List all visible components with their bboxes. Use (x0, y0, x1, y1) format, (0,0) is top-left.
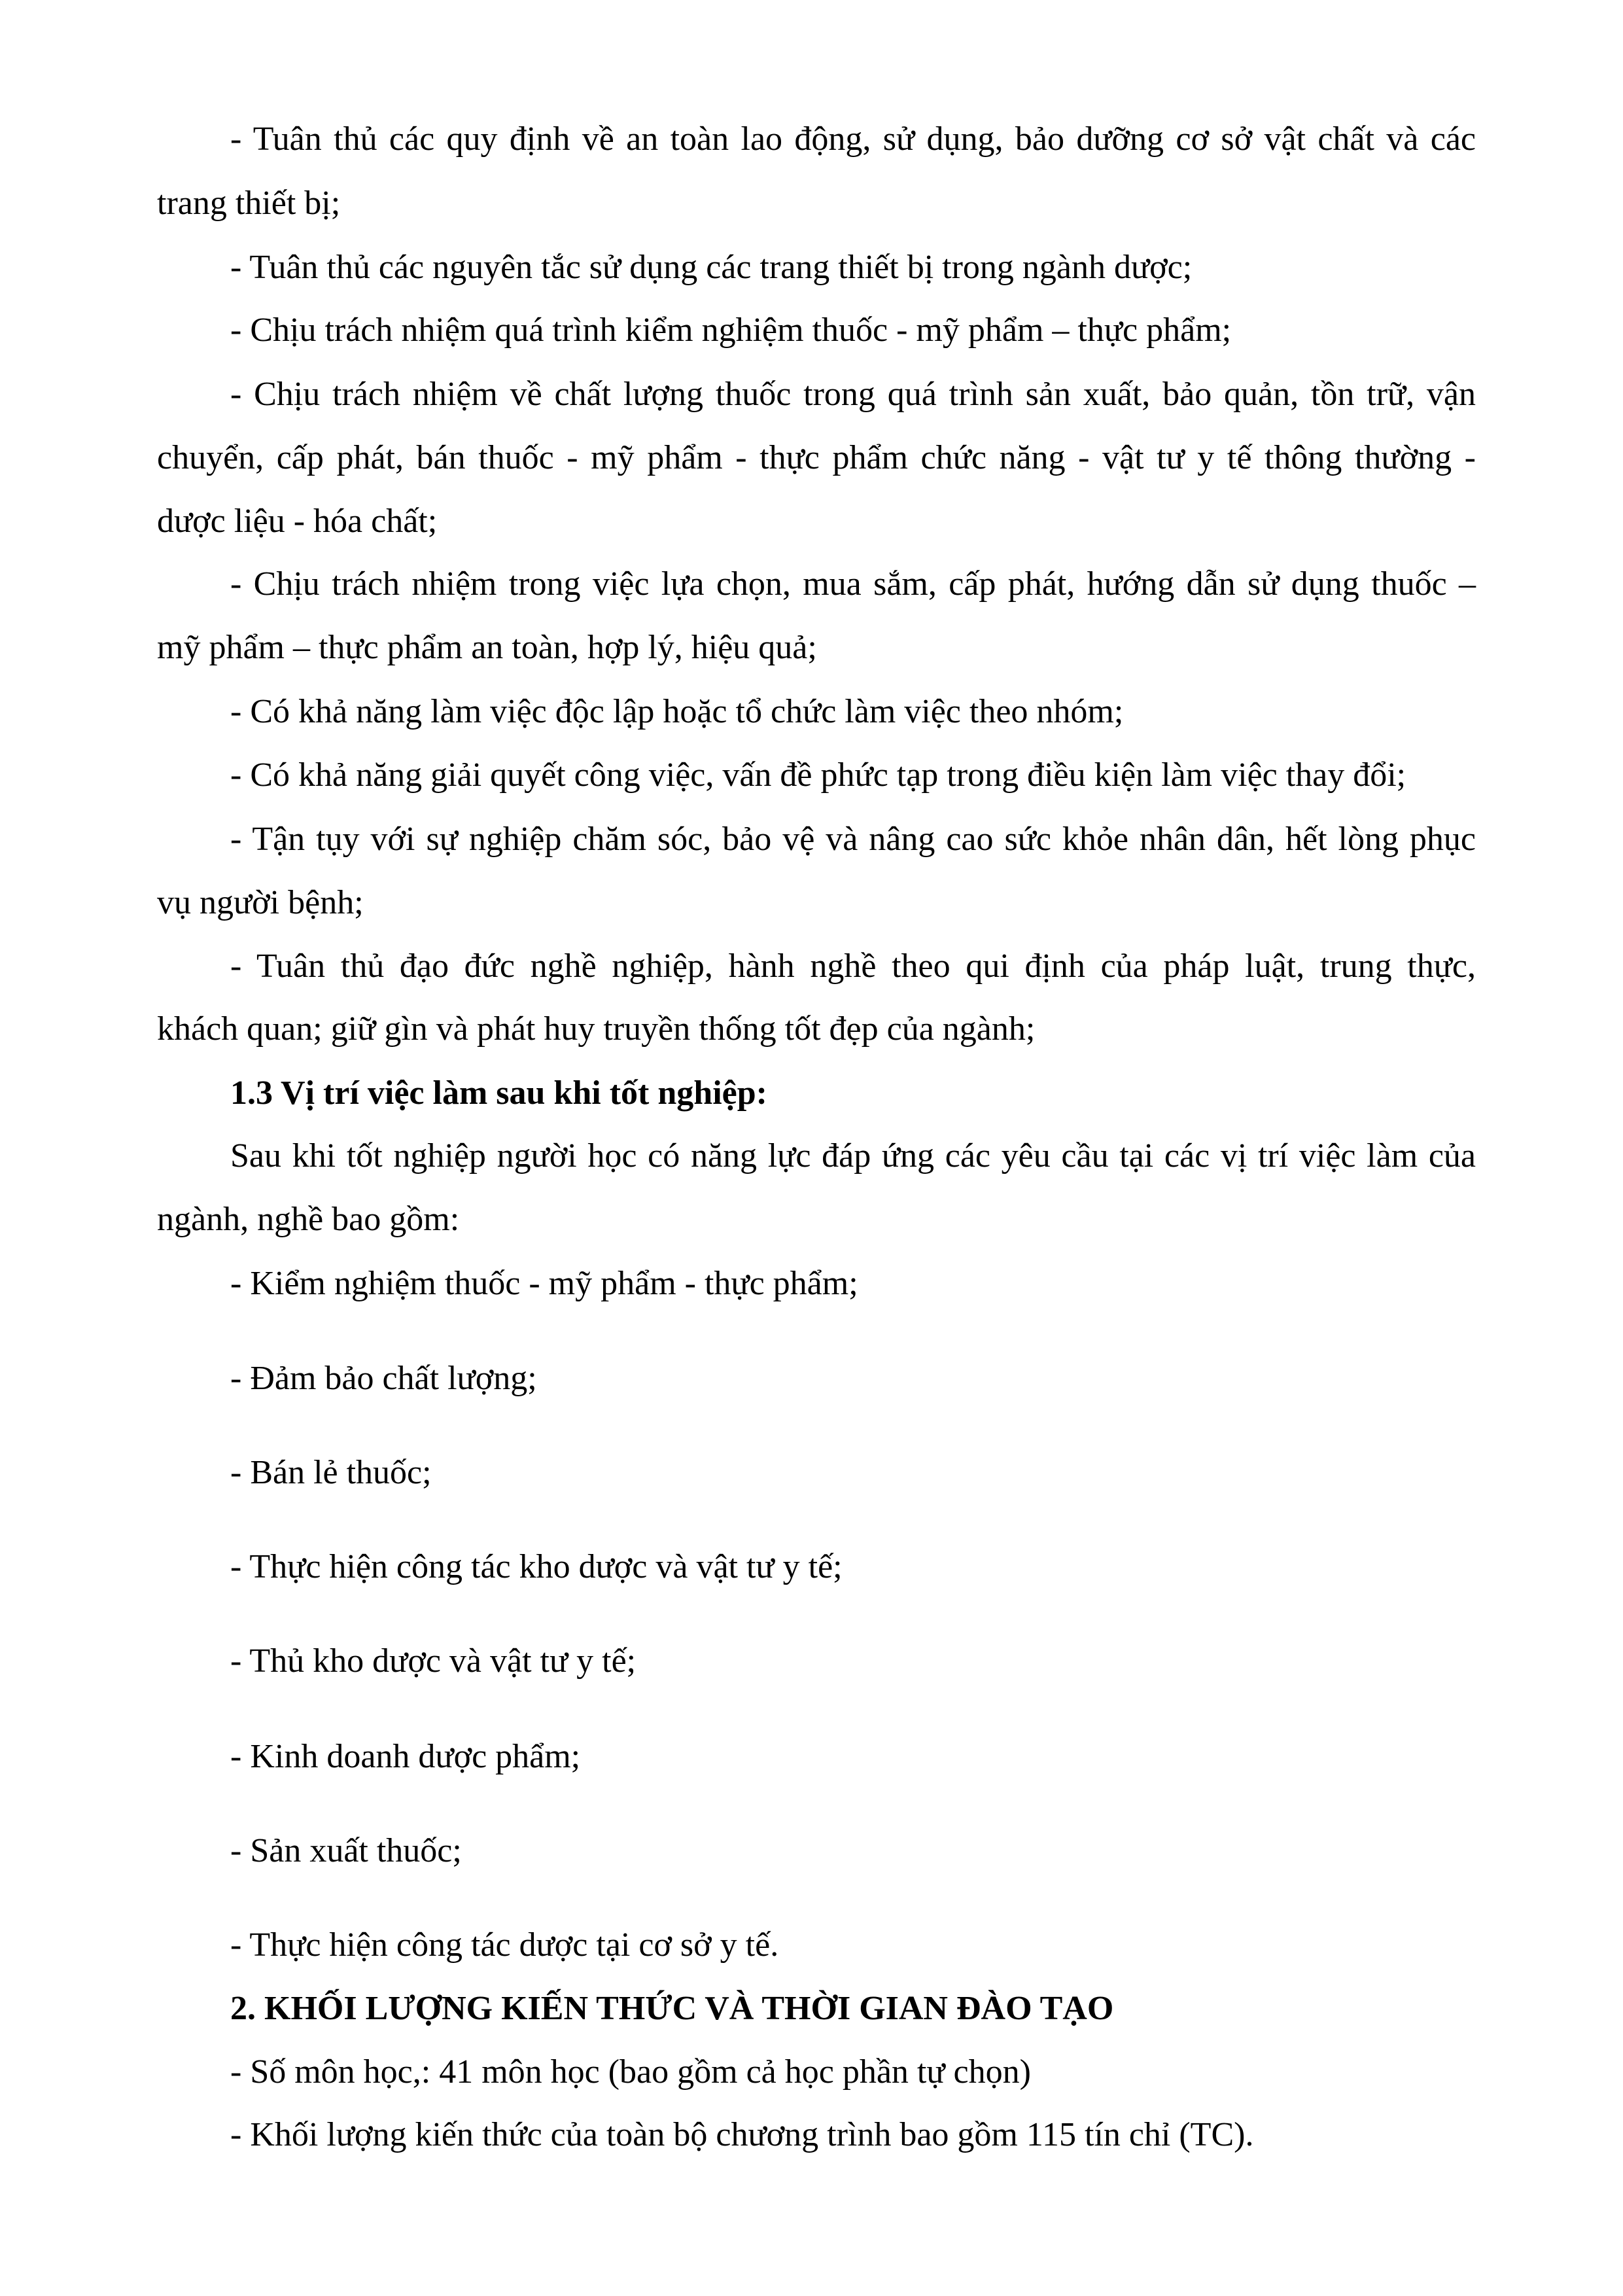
text-line: mỹ phẩm – thực phẩm an toàn, hợp lý, hiệu quả; (157, 629, 817, 666)
text-line: - Khối lượng kiến thức của toàn bộ chương trình bao gồm 115 tín chỉ (TC). (230, 2116, 1254, 2153)
text-line: ngành, nghề bao gồm: (157, 1201, 460, 1238)
list-item: - Bán lẻ thuốc; (230, 1454, 432, 1491)
text-line: khách quan; giữ gìn và phát huy truyền thống tốt đẹp của ngành; (157, 1010, 1036, 1048)
text-line: - Tuân thủ đạo đức nghề nghiệp, hành nghề theo qui định của pháp luật, trung thực, (230, 947, 1476, 985)
text-line: - Số môn học,: 41 môn học (bao gồm cả học phần tự chọn) (230, 2053, 1031, 2091)
list-item: - Thực hiện công tác kho dược và vật tư y tế; (230, 1548, 843, 1585)
text-line: dược liệu - hóa chất; (157, 503, 438, 540)
text-line: - Chịu trách nhiệm quá trình kiểm nghiệm thuốc - mỹ phẩm – thực phẩm; (230, 311, 1232, 349)
list-item: - Kinh doanh dược phẩm; (230, 1738, 581, 1775)
text-line: - Chịu trách nhiệm về chất lượng thuốc trong quá trình sản xuất, bảo quản, tồn trữ, vận (230, 376, 1476, 413)
text-line: - Có khả năng làm việc độc lập hoặc tổ chức làm việc theo nhóm; (230, 693, 1124, 730)
section-heading: 2. KHỐI LƯỢNG KIẾN THỨC VÀ THỜI GIAN ĐÀO TẠO (230, 1990, 1114, 2027)
list-item: - Kiểm nghiệm thuốc - mỹ phẩm - thực phẩm; (230, 1265, 858, 1302)
list-item: - Thủ kho dược và vật tư y tế; (230, 1642, 637, 1680)
text-line: - Tuân thủ các quy định về an toàn lao động, sử dụng, bảo dưỡng cơ sở vật chất và các (230, 120, 1476, 158)
text-line: Sau khi tốt nghiệp người học có năng lực đáp ứng các yêu cầu tại các vị trí việc làm của (230, 1137, 1476, 1174)
text-line: - Tận tụy với sự nghiệp chăm sóc, bảo vệ và nâng cao sức khỏe nhân dân, hết lòng phục (230, 821, 1476, 858)
text-line: - Chịu trách nhiệm trong việc lựa chọn, mua sắm, cấp phát, hướng dẫn sử dụng thuốc – (230, 565, 1476, 603)
text-line: - Có khả năng giải quyết công việc, vấn đề phức tạp trong điều kiện làm việc thay đổi; (230, 756, 1406, 794)
text-line: trang thiết bị; (157, 185, 341, 222)
text-line: vụ người bệnh; (157, 884, 364, 921)
list-item: - Thực hiện công tác dược tại cơ sở y tế. (230, 1926, 779, 1964)
section-heading: 1.3 Vị trí việc làm sau khi tốt nghiệp: (230, 1074, 767, 1112)
text-line: chuyển, cấp phát, bán thuốc - mỹ phẩm - thực phẩm chức năng - vật tư y tế thông thường - (157, 439, 1476, 476)
text-line: - Tuân thủ các nguyên tắc sử dụng các trang thiết bị trong ngành dược; (230, 249, 1193, 286)
list-item: - Đảm bảo chất lượng; (230, 1360, 537, 1397)
list-item: - Sản xuất thuốc; (230, 1832, 462, 1869)
